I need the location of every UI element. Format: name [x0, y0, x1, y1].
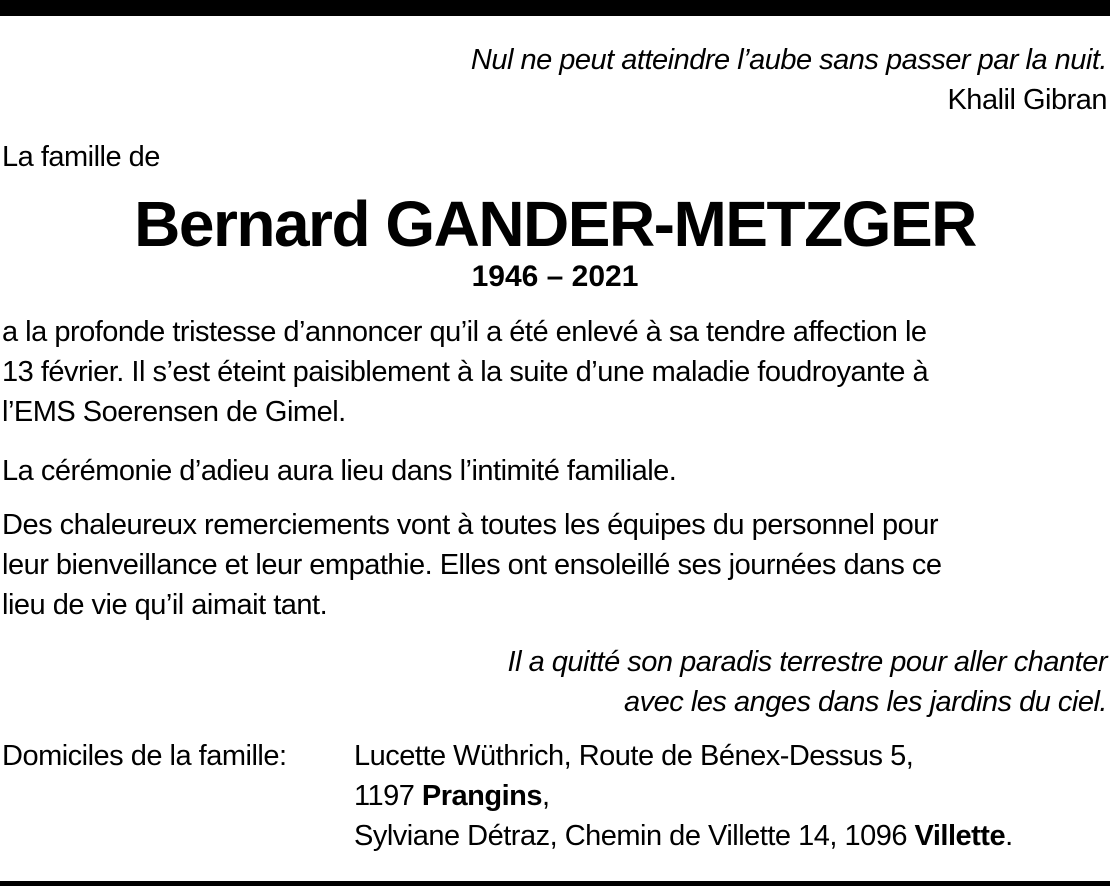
top-border-rule [0, 0, 1110, 16]
address-text: Sylviane Détraz, Chemin de Villette 14, 1096 [354, 820, 915, 852]
epigraph-author: Khalil Gibran [947, 84, 1107, 116]
closing-quote [508, 642, 1107, 722]
epigraph [471, 40, 1107, 120]
thanks-paragraph [2, 505, 942, 625]
announcement-line: l’EMS Soerensen de Gimel. [2, 396, 346, 428]
city-name: Prangins [421, 780, 543, 812]
thanks-line: Des chaleureux remerciements vont à toutes les équipes du personnel pour [2, 509, 939, 541]
ceremony-paragraph: La cérémonie d’adieu aura lieu dans l’intimité familiale. [2, 455, 677, 487]
postal-code: 1197 [354, 780, 422, 812]
city-name: Villette [914, 820, 1006, 852]
bottom-border-rule [0, 881, 1110, 886]
closing-quote-line: avec les anges dans les jardins du ciel. [624, 686, 1107, 718]
thanks-line: leur bienveillance et leur empathie. Elles ont ensoleillé ses journées dans ce [2, 549, 942, 581]
thanks-line: lieu de vie qu’il aimait tant. [2, 589, 328, 621]
domicile-address-line [354, 816, 1013, 856]
deceased-name: Bernard GANDER-METZGER [134, 188, 976, 260]
domicile-addresses [354, 736, 1013, 856]
domicile-address-line: Lucette Wüthrich, Route de Bénex-Dessus 5, [354, 740, 914, 772]
life-dates: 1946 – 2021 [471, 260, 639, 293]
punctuation: , [542, 780, 550, 812]
announcement-line: 13 février. Il s’est éteint paisiblement à la suite d’une maladie foudroyante à [2, 356, 929, 388]
domicile-label: Domiciles de la famille: [2, 740, 287, 772]
punctuation: . [1005, 820, 1013, 852]
domicile-address-line [354, 776, 1013, 816]
announcement-paragraph [2, 312, 928, 432]
intro-text: La famille de [2, 141, 160, 173]
announcement-line: a la profonde tristesse d’annoncer qu’il a été enlevé à sa tendre affection le [2, 316, 927, 348]
epigraph-quote: Nul ne peut atteindre l’aube sans passer par la nuit. [470, 44, 1107, 76]
closing-quote-line: Il a quitté son paradis terrestre pour aller chanter [507, 646, 1107, 678]
